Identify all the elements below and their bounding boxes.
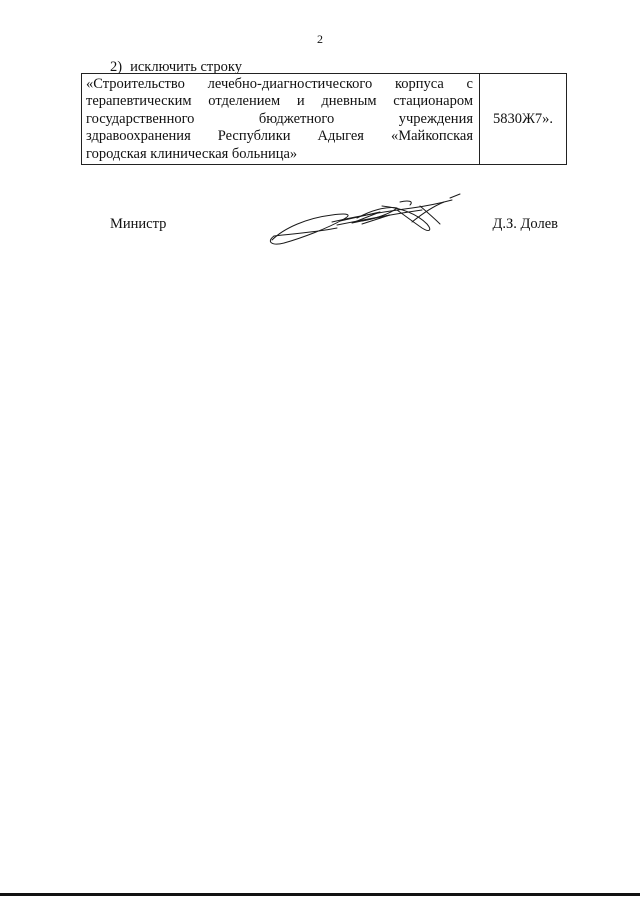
description-line: городская клиническая больница» <box>86 145 298 162</box>
row-description <box>82 74 480 164</box>
handwritten-signature <box>262 188 467 248</box>
description-line: «Строительство лечебно-диагностического корпуса с <box>86 76 473 92</box>
item-number: 2) <box>110 59 123 75</box>
description-line: здравоохранения Республики Адыгея «Майкопская <box>86 128 473 145</box>
description-line: государственного бюджетного учреждения <box>86 110 473 127</box>
row-code: 5830Ж7». <box>492 110 554 127</box>
item-text: исключить строку <box>130 59 243 75</box>
description-line: терапевтическим отделением и дневным стационаром <box>86 93 473 110</box>
excluded-row-table <box>81 73 567 165</box>
page-bottom-border <box>0 893 640 896</box>
page-number: 2 <box>317 32 323 46</box>
signatory-title: Министр <box>110 216 167 232</box>
signatory-name: Д.З. Долев <box>492 216 558 232</box>
